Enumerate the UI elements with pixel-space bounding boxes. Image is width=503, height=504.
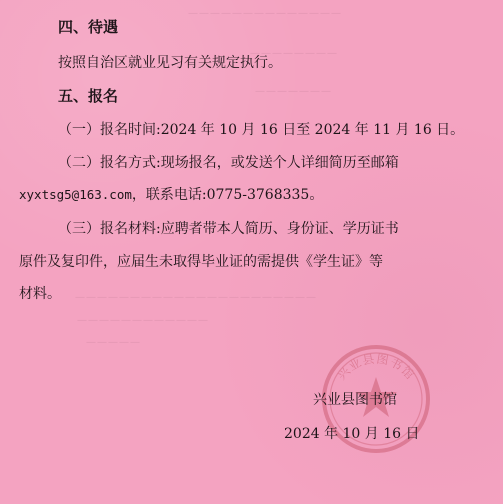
show-through-text: ———————————— [77, 315, 209, 326]
show-through-text: —————————————————————— [75, 292, 317, 303]
registration-time: （一）报名时间:2024 年 10 月 16 日至 2024 年 11 月 16 日。 [58, 122, 465, 138]
registration-phone: ，联系电话:0775-3768335。 [131, 187, 324, 203]
section-4-heading: 四、待遇 [58, 18, 119, 36]
show-through-text: ——————— [255, 86, 332, 97]
section-4-body: 按照自治区就业见习有关规定执行。 [58, 55, 282, 71]
registration-materials-line2: 原件及复印件，应届生未取得毕业证的需提供《学生证》等 [19, 254, 383, 270]
issuer-name: 兴业县图书馆 [313, 392, 397, 408]
show-through-text: ————— [86, 337, 141, 348]
registration-materials-line1: （三）报名材料:应聘者带本人简历、身份证、学历证书 [58, 221, 399, 237]
seal-text: 兴业县图书馆 [334, 351, 418, 383]
registration-method-line1: （二）报名方式:现场报名，或发送个人详细简历至邮箱 [58, 155, 399, 171]
registration-method-line2 [19, 186, 323, 204]
show-through-text: ———————— [250, 48, 338, 59]
section-5-heading: 五、报名 [58, 87, 119, 105]
issue-date: 2024 年 10 月 16 日 [284, 426, 420, 442]
show-through-text: —————————————— [188, 8, 342, 19]
registration-email: xyxtsg5@163.com [19, 187, 132, 202]
registration-materials-line3: 材料。 [19, 286, 61, 302]
